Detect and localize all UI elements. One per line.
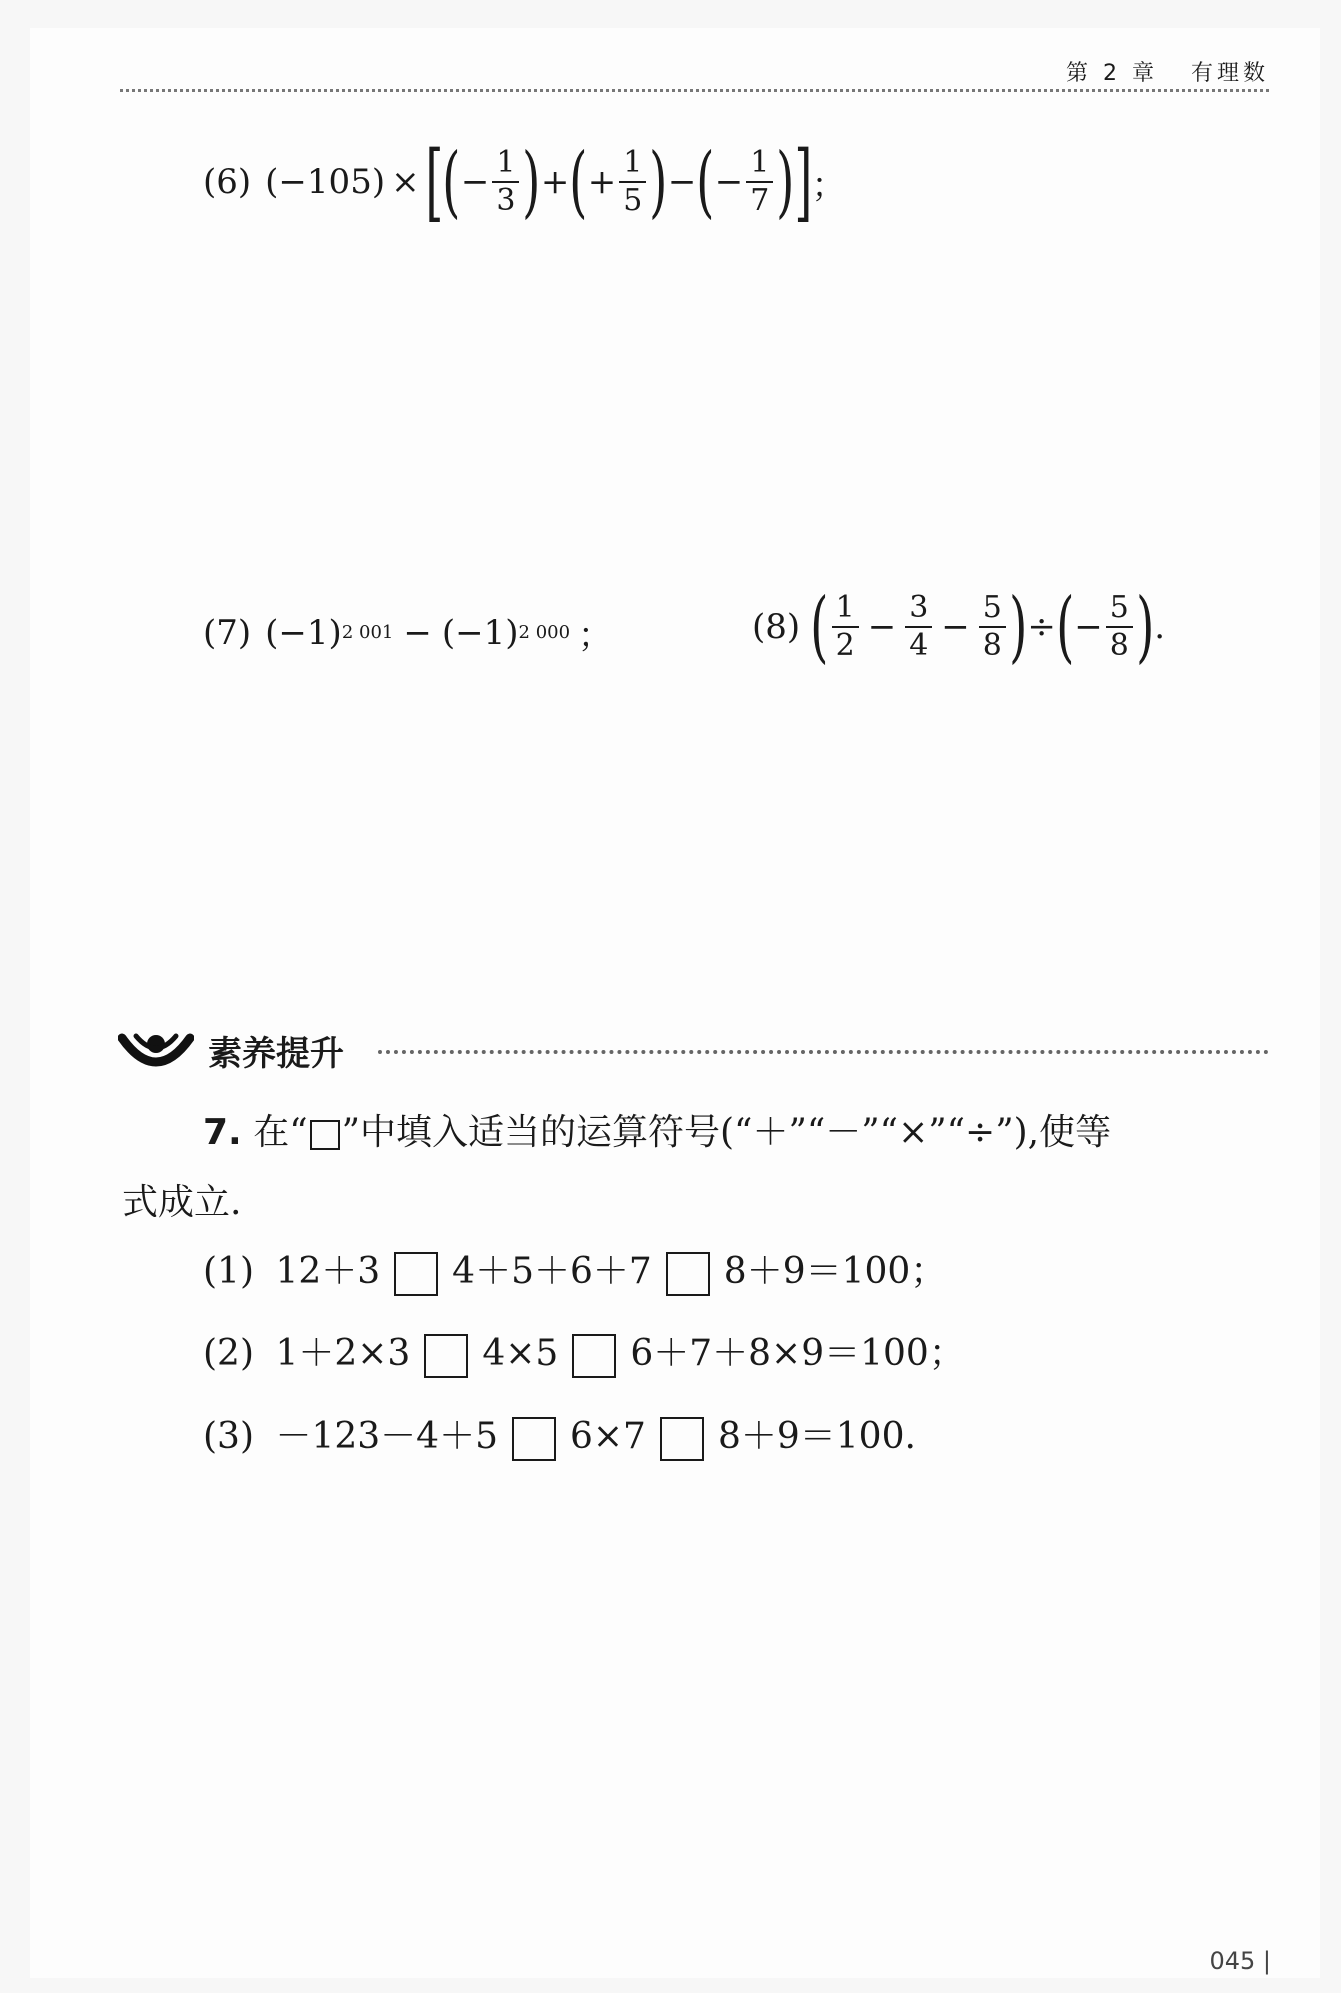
- base-a: (−1): [265, 612, 342, 653]
- minus-sign: −: [867, 607, 897, 647]
- fraction: $\frac{1}{7}$: [746, 148, 773, 216]
- neg-sign: −: [1074, 607, 1103, 647]
- problem-8: [752, 582, 1166, 672]
- right-paren: ): [776, 137, 795, 227]
- item-expr-b: 6×7: [569, 1416, 646, 1457]
- problem-7-end: ；: [578, 616, 613, 656]
- problem-8-end: .: [1154, 607, 1166, 647]
- section-divider: [378, 1050, 1269, 1054]
- problem-6: [203, 133, 846, 231]
- blank-box[interactable]: [512, 1417, 556, 1461]
- item-expr-b: 4＋5＋6＋7: [452, 1251, 652, 1292]
- fraction: $\frac{5}{8}$: [979, 593, 1006, 661]
- stem-part-1: 在“: [253, 1112, 308, 1153]
- problem-6-label: (6): [203, 162, 252, 202]
- item-label: (1): [203, 1251, 254, 1292]
- term-3-sign: −: [714, 162, 744, 202]
- q7-item-1: [203, 1243, 946, 1296]
- section-title: 素养提升: [208, 1034, 344, 1074]
- exponent-b: 2 000: [518, 622, 571, 643]
- blank-box[interactable]: [660, 1417, 704, 1461]
- item-expr-a: 1＋2×3: [275, 1333, 411, 1374]
- minus-sign: −: [941, 607, 970, 647]
- fraction: $\frac{3}{4}$: [905, 593, 932, 661]
- blank-box[interactable]: [424, 1334, 468, 1378]
- chapter-title: 有理数: [1190, 61, 1269, 86]
- problem-6-end: ；: [811, 165, 846, 206]
- item-expr-c: 6＋7＋8×9＝100；: [630, 1333, 965, 1374]
- problem-8-label: (8): [752, 607, 801, 647]
- item-label: (2): [203, 1333, 254, 1374]
- question-number: 7.: [203, 1112, 242, 1153]
- page-number: 045 |: [1209, 1947, 1271, 1975]
- term-1-sign: −: [460, 162, 490, 202]
- header-divider: [120, 89, 1269, 92]
- item-expr-c: 8＋9＝100；: [723, 1251, 947, 1292]
- q7-item-3: [203, 1408, 916, 1461]
- left-paren: (: [696, 137, 715, 227]
- item-expr-b: 4×5: [482, 1333, 559, 1374]
- times-sign: ×: [391, 162, 420, 202]
- minus-sign: −: [403, 612, 432, 653]
- problem-6-lead: (−105): [265, 162, 386, 202]
- blank-box-sample: [310, 1120, 340, 1150]
- question-7-stem-cont: 式成立.: [122, 1182, 242, 1223]
- right-paren: ): [649, 137, 668, 227]
- fraction: $\frac{1}{2}$: [832, 593, 859, 661]
- fraction: $\frac{1}{5}$: [619, 148, 646, 216]
- fraction: $\frac{1}{3}$: [492, 148, 519, 216]
- term-2-sign: +: [587, 162, 617, 202]
- left-paren: (: [569, 137, 588, 227]
- left-bracket: [: [424, 133, 443, 231]
- blank-box[interactable]: [666, 1252, 710, 1296]
- question-7-stem: [203, 1104, 1111, 1155]
- page: [30, 28, 1320, 1978]
- right-bracket: ]: [794, 133, 813, 231]
- stem-part-2: ”中填入适当的运算符号(“＋”“－”“×”“÷”),使等: [341, 1112, 1112, 1153]
- item-expr-a: －123－4＋5: [275, 1416, 498, 1457]
- chapter-label: 第 2 章: [1066, 61, 1158, 86]
- item-expr-c: 8＋9＝100.: [717, 1416, 916, 1457]
- right-paren: ): [1008, 582, 1028, 672]
- left-paren: (: [1055, 582, 1075, 672]
- operator: +: [540, 162, 570, 202]
- item-label: (3): [203, 1416, 254, 1457]
- q7-item-2: [203, 1325, 965, 1378]
- running-header: [1066, 56, 1269, 87]
- blank-box[interactable]: [394, 1252, 438, 1296]
- section-emblem-icon: [118, 1024, 194, 1074]
- base-b: (−1): [441, 612, 519, 653]
- item-expr-a: 12＋3: [275, 1251, 381, 1292]
- right-paren: ): [1135, 582, 1155, 672]
- blank-box[interactable]: [572, 1334, 616, 1378]
- problem-7-label: (7): [203, 612, 252, 653]
- divide-sign: ÷: [1027, 607, 1056, 647]
- left-paren: (: [810, 582, 829, 672]
- operator: −: [667, 162, 697, 202]
- fraction: $\frac{5}{8}$: [1106, 593, 1133, 661]
- exponent-a: 2 001: [341, 622, 394, 643]
- problem-7: [203, 608, 612, 657]
- left-paren: (: [442, 137, 461, 227]
- right-paren: ): [522, 137, 541, 227]
